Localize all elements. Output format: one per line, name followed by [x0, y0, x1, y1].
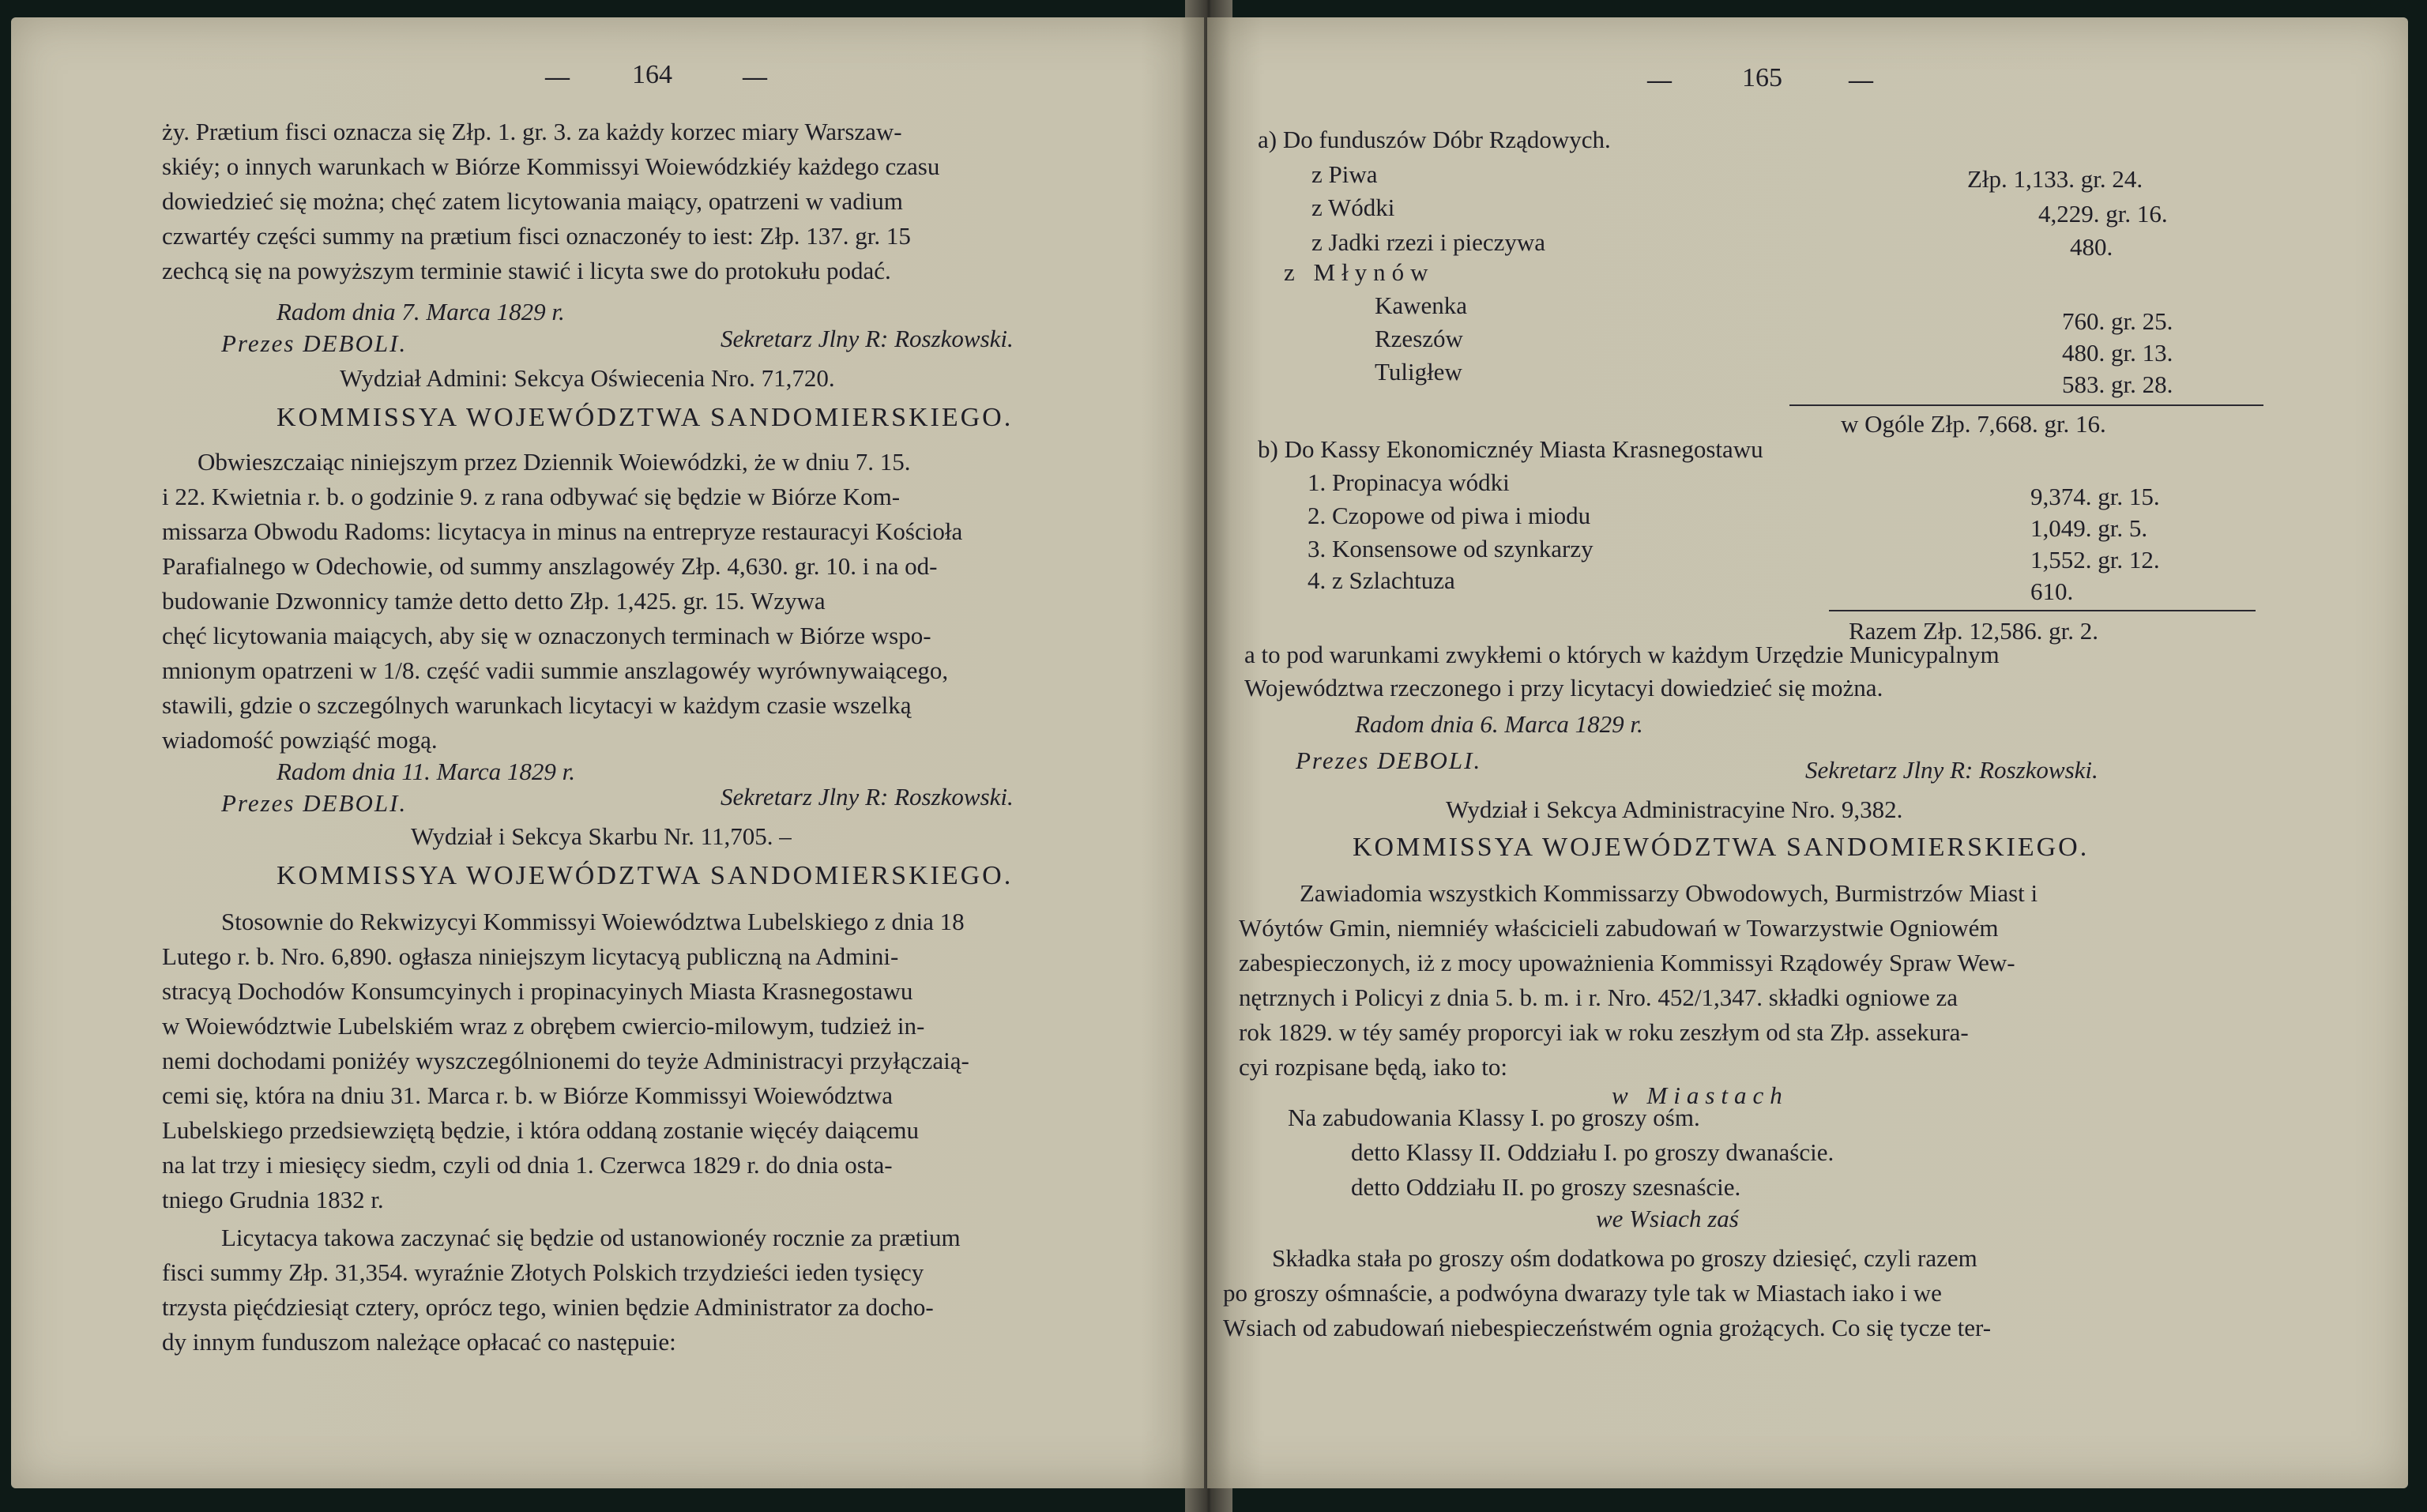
signature-president: Prezes DEBOLI.	[221, 789, 408, 817]
right-text-line: cyi rozpisane będą, iako to:	[1239, 1053, 1508, 1081]
row-value: 610.	[2030, 577, 2074, 605]
row-label: z Jadki rzezi i pieczywa	[1311, 228, 1546, 256]
subheading-villages: we Wsiach zaś	[1596, 1205, 1739, 1232]
row-label: z Wódki	[1311, 194, 1395, 221]
left-text-line: chęć licytowania maiących, aby się w oznaczonych terminach w Biórze wspo-	[162, 622, 931, 649]
right-header-dash: —	[1647, 66, 1672, 93]
left-text-line: Obwieszczaiąc niniejszym przez Dziennik Woiewódzki, że w dniu 7. 15.	[198, 448, 911, 476]
left-text-line: skiéy; o innych warunkach w Biórze Kommissyi Woiewódzkiéy każdego czasu	[162, 152, 940, 180]
row-label: 1. Propinacya wódki	[1308, 468, 1510, 496]
row-value: 760. gr. 25.	[2062, 307, 2173, 335]
row-value: 480. gr. 13.	[2062, 339, 2173, 367]
left-text-line: i 22. Kwietnia r. b. o godzinie 9. z rana odbywać się będzie w Biórze Kom-	[162, 483, 901, 510]
left-text-line: fisci summy Złp. 31,354. wyraźnie Złotych Polskich trzydzieści ieden tysięcy	[162, 1258, 924, 1286]
left-text-line: zechcą się na powyższym terminie stawić i licyta swe do protokułu podać.	[162, 257, 891, 284]
left-text-line: Parafialnego w Odechowie, od summy anszlagowéy Złp. 4,630. gr. 10. i na od-	[162, 552, 938, 580]
signature-secretary: Sekretarz Jlny R: Roszkowski.	[721, 325, 1014, 352]
department-line: Wydział i Sekcya Skarbu Nr. 11,705. –	[411, 822, 792, 850]
town-rate-row: detto Klassy II. Oddziału I. po groszy dwanaście.	[1351, 1138, 1834, 1166]
department-line: Wydział i Sekcya Administracyine Nro. 9,382.	[1446, 795, 1903, 823]
left-text-line: stracyą Dochodów Konsumcyinych i propinacyinych Miasta Krasnegostawu	[162, 977, 913, 1005]
row-label: 4. z Szlachtuza	[1308, 566, 1455, 594]
subheading-towns: w Miastach	[1612, 1081, 1789, 1109]
left-text-line: dy innym funduszom należące opłacać co następuie:	[162, 1328, 676, 1356]
row-label: z Piwa	[1311, 160, 1378, 188]
left-text-line: w Woiewództwie Lubelskiém wraz z obrębem cwiercio-milowym, tudzież in-	[162, 1012, 925, 1040]
section-heading: KOMMISSYA WOJEWÓDZTWA SANDOMIERSKIEGO.	[1353, 833, 2090, 862]
row-label: 2. Czopowe od piwa i miodu	[1308, 502, 1591, 529]
left-text-line: wiadomość powziąść mogą.	[162, 726, 438, 754]
row-label: Tuligłew	[1375, 358, 1462, 386]
left-text-line: ży. Prætium fisci oznacza się Złp. 1. gr. 3. za każdy korzec miary Warszaw-	[162, 118, 902, 145]
left-text-line: na lat trzy i miesięcy siedm, czyli od dnia 1. Czerwca 1829 r. do dnia osta-	[162, 1151, 893, 1179]
right-text-line: Województwa rzeczonego i przy licytacyi dowiedzieć się można.	[1244, 674, 1883, 701]
left-text-line: Lubelskiego przedsiewziętą będzie, i która oddaną zostanie więcéy daiącemu	[162, 1116, 919, 1144]
total-line: w Ogóle Złp. 7,668. gr. 16.	[1841, 410, 2106, 438]
left-text-line: trzysta pięćdziesiąt cztery, oprócz tego, winien będzie Administrator za docho-	[162, 1293, 934, 1321]
signature-secretary: Sekretarz Jlny R: Roszkowski.	[1805, 756, 2098, 784]
town-rate-row: detto Oddziału II. po groszy szesnaście.	[1351, 1173, 1741, 1201]
left-text-line: nemi dochodami poniżéy wyszczególnionemi do teyże Administracyi przyłączaią-	[162, 1047, 969, 1074]
right-text-line: po groszy ośmnaście, a podwóyna dwarazy tyle tak w Miastach iako i we	[1223, 1279, 1942, 1307]
left-text-line: Licytacya takowa zaczynać się będzie od ustanowionéy rocznie za prætium	[221, 1224, 961, 1251]
row-value: 9,374. gr. 15.	[2030, 483, 2160, 510]
right-text-line: rok 1829. w téy saméy proporcyi iak w roku zeszłym od sta Złp. assekura-	[1239, 1018, 1969, 1046]
right-page-number: 165	[1742, 63, 1782, 92]
row-value: 1,049. gr. 5.	[2030, 514, 2148, 542]
left-text-line: mnionym opatrzeni w 1/8. część vadii summie anszlagowéy wyrównywaiącego,	[162, 656, 949, 684]
left-text-line: dowiedzieć się można; chęć zatem licytowania maiący, opatrzeni w vadium	[162, 187, 903, 215]
signature-president: Prezes DEBOLI.	[1296, 747, 1482, 774]
section-b-title: b) Do Kassy Ekonomicznéy Miasta Krasnegostawu	[1258, 435, 1763, 463]
row-value: 1,552. gr. 12.	[2030, 546, 2160, 574]
section-heading: KOMMISSYA WOJEWÓDZTWA SANDOMIERSKIEGO.	[277, 403, 1014, 432]
total-rule	[1829, 610, 2256, 611]
right-text-line: Składka stała po groszy ośm dodatkowa po groszy dziesięć, czyli razem	[1272, 1244, 1977, 1272]
left-text-line: czwartéy części summy na prætium fisci oznaczonéy to iest: Złp. 137. gr. 15	[162, 222, 911, 250]
right-text-line: Wóytów Gmin, niemniéy właścicieli zabudowań w Towarzystwie Ogniowém	[1239, 914, 1999, 942]
right-text-line: nętrznych i Policyi z dnia 5. b. m. i r. Nro. 452/1,347. składki ogniowe za	[1239, 984, 1959, 1011]
department-line: Wydział Admini: Sekcya Oświecenia Nro. 71,720.	[340, 364, 835, 392]
row-label: 3. Konsensowe od szynkarzy	[1308, 535, 1594, 562]
section-heading: KOMMISSYA WOJEWÓDZTWA SANDOMIERSKIEGO.	[277, 861, 1014, 890]
left-text-line: tniego Grudnia 1832 r.	[162, 1186, 384, 1213]
right-text-line: zabespieczonych, iż z mocy upoważnienia Kommissyi Rządowéy Spraw Wew-	[1239, 949, 2015, 976]
left-text-line: cemi się, która na dniu 31. Marca r. b. w Biórze Kommissyi Woiewództwa	[162, 1081, 894, 1109]
left-header-dash-2: —	[743, 62, 767, 90]
row-value: Złp. 1,133. gr. 24.	[1967, 165, 2143, 193]
row-value: 4,229. gr. 16.	[2038, 200, 2168, 228]
section-a-title: a) Do funduszów Dóbr Rządowych.	[1258, 126, 1611, 153]
total-rule	[1789, 404, 2263, 406]
left-text-line: stawili, gdzie o szczególnych warunkach licytacyi w każdym czasie wszelką	[162, 691, 912, 719]
signature-place-date: Radom dnia 11. Marca 1829 r.	[277, 758, 576, 785]
signature-president: Prezes DEBOLI.	[221, 329, 408, 357]
row-label: z Młynów	[1284, 258, 1435, 286]
signature-place-date: Radom dnia 7. Marca 1829 r.	[277, 298, 565, 325]
right-text-line: a to pod warunkami zwykłemi o których w każdym Urzędzie Municypalnym	[1244, 641, 2000, 668]
left-text-line: Stosownie do Rekwizycyi Kommissyi Woiewództwa Lubelskiego z dnia 18	[221, 908, 965, 935]
left-text-line: budowanie Dzwonnicy tamże detto detto Złp. 1,425. gr. 15. Wzywa	[162, 587, 826, 615]
row-label: Rzeszów	[1375, 325, 1463, 352]
total-line: Razem Złp. 12,586. gr. 2.	[1849, 617, 2098, 645]
right-header-dash-2: —	[1849, 66, 1873, 93]
left-header-dash: —	[545, 62, 570, 90]
row-label: Kawenka	[1375, 291, 1468, 319]
row-value: 480.	[2070, 233, 2113, 261]
signature-place-date: Radom dnia 6. Marca 1829 r.	[1355, 710, 1643, 738]
right-text-line: Wsiach od zabudowań niebespieczeństwém ognia grożących. Co się tycze ter-	[1223, 1314, 1992, 1341]
left-page-number: 164	[632, 60, 672, 89]
right-text-line: Zawiadomia wszystkich Kommissarzy Obwodowych, Burmistrzów Miast i	[1300, 879, 2038, 907]
left-text-line: Lutego r. b. Nro. 6,890. ogłasza niniejszym licytacyą publiczną na Admini-	[162, 942, 899, 970]
row-value: 583. gr. 28.	[2062, 370, 2173, 398]
left-text-line: missarza Obwodu Radoms: licytacya in minus na entrepryze restauracyi Kościoła	[162, 517, 963, 545]
signature-secretary: Sekretarz Jlny R: Roszkowski.	[721, 783, 1014, 811]
town-rate-row: Na zabudowania Klassy I. po groszy ośm.	[1288, 1104, 1700, 1131]
